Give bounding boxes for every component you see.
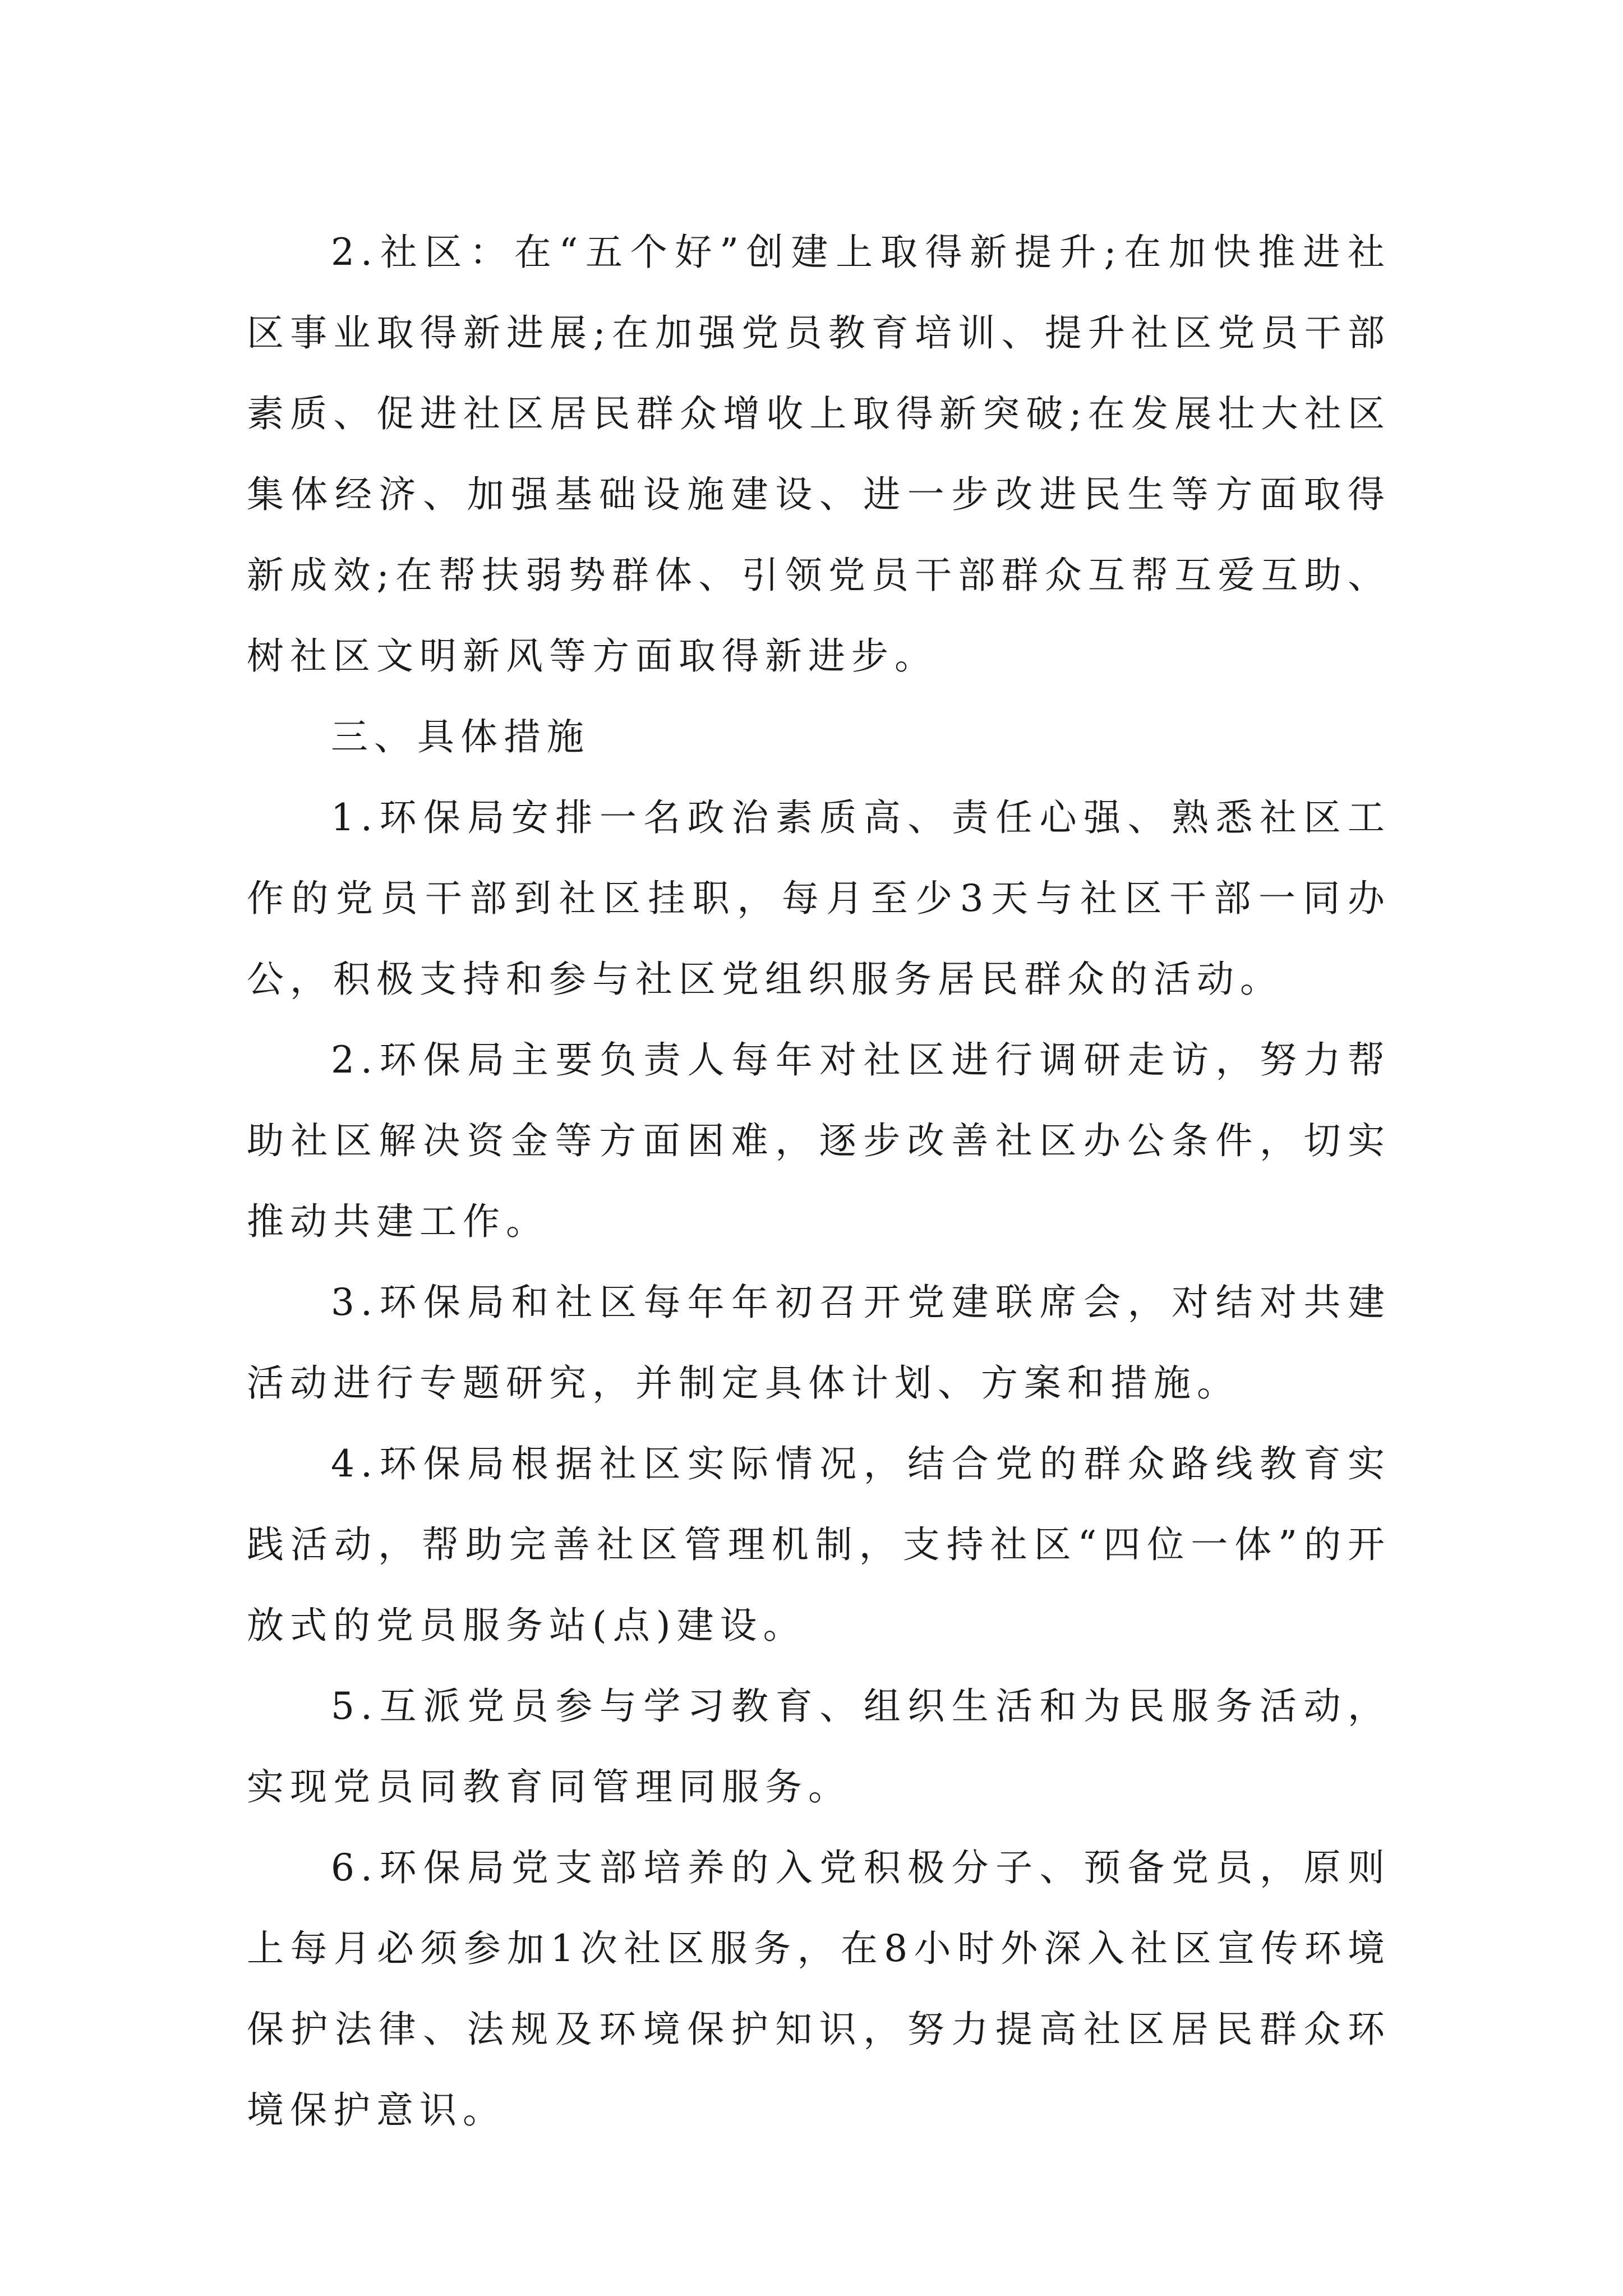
paragraph-measure-5: 5.互派党员参与学习教育、组织生活和为民服务活动，实现党员同教育同管理同服务。 [247, 1685, 1391, 1809]
document-body [247, 212, 1391, 2151]
paragraph-community-goals: 2.社区：在“五个好”创建上取得新提升;在加快推进社区事业取得新进展;在加强党员教育培训、提升社区党员干部素质、促进社区居民群众增收上取得新突破;在发展壮大社区集体经济、加强基础设施建设、进一步改进民生等方面取得新成效;在帮扶弱势群体、引领党员干部群众互帮互爱互助、树社区文明新风等方面取得新进步。 [247, 231, 1391, 678]
paragraph-measure-3: 3.环保局和社区每年年初召开党建联席会，对结对共建活动进行专题研究，并制定具体计划、方案和措施。 [247, 1281, 1391, 1405]
paragraph-measure-4: 4.环保局根据社区实际情况，结合党的群众路线教育实践活动，帮助完善社区管理机制，支持社区“四位一体”的开放式的党员服务站(点)建设。 [247, 1442, 1391, 1647]
section-heading-measures: 三、具体措施 [331, 715, 590, 758]
paragraph-measure-1: 1.环保局安排一名政治素质高、责任心强、熟悉社区工作的党员干部到社区挂职，每月至少3天与社区干部一同办公，积极支持和参与社区党组织服务居民群众的活动。 [247, 796, 1391, 1001]
paragraph-measure-2: 2.环保局主要负责人每年对社区进行调研走访，努力帮助社区解决资金等方面困难，逐步改善社区办公条件，切实推动共建工作。 [247, 1038, 1391, 1243]
paragraph-measure-6: 6.环保局党支部培养的入党积极分子、预备党员，原则上每月必须参加1次社区服务，在8小时外深入社区宣传环境保护法律、法规及环境保护知识，努力提高社区居民群众环境保护意识。 [247, 1846, 1391, 2132]
